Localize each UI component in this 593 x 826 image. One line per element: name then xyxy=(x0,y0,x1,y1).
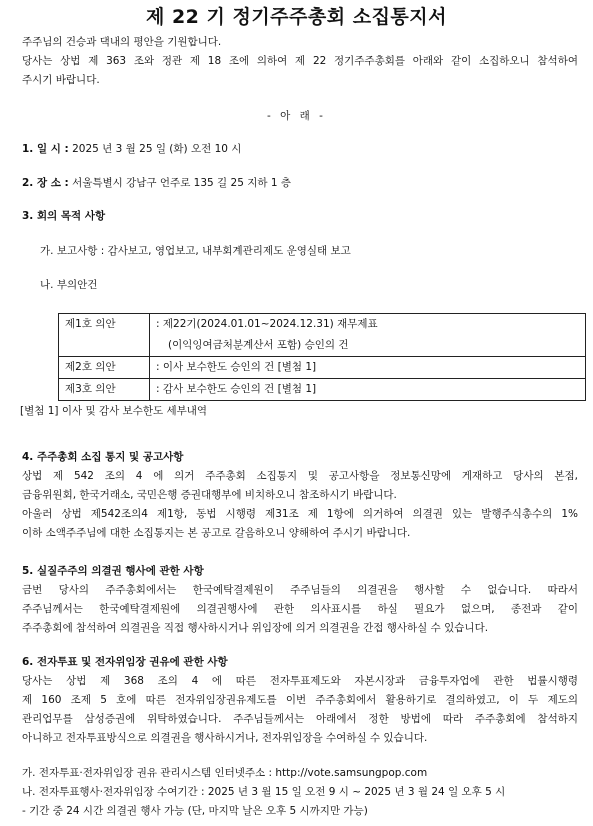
section-4-line: 금융위원회, 한국거래소, 국민은행 증권대행부에 비치하오니 참조하시기 바랍니다. xyxy=(22,489,397,501)
section-5-line: 주주총회에 참석하여 의결권을 직접 행사하시거나 위임장에 의거 의결권을 간접 행사하실 수 있습니다. xyxy=(22,622,489,634)
resolution-items: 나. 부의안건 xyxy=(40,279,98,291)
agenda-desc-line: (이익잉여금처분계산서 포함) 승인의 건 xyxy=(168,339,349,351)
table-row xyxy=(59,357,586,379)
place-label: 2. 장 소 : xyxy=(22,177,69,189)
section-4-line: 이하 소액주주님에 대한 소집통지는 본 공고로 갈음하오니 양해하여 주시기 바랍니다. xyxy=(22,527,411,539)
section-6-line: 당사는 상법 제 368 조의 4 에 따른 전자투표제도와 자본시장과 금융투자업에 관한 법률시행령 xyxy=(22,675,578,687)
document-title: 제 22 기 정기주주총회 소집통지서 xyxy=(145,6,447,28)
agenda-heading: 3. 회의 목적 사항 xyxy=(22,210,106,222)
agenda-desc: : 감사 보수한도 승인의 건 [별첨 1] xyxy=(150,379,586,401)
place-value: 서울특별시 강남구 언주로 135 길 25 지하 1 층 xyxy=(72,177,292,189)
section-5-body xyxy=(22,581,578,638)
date-label: 1. 일 시 : xyxy=(22,143,69,155)
section-5-line: 주주님께서는 한국예탁결제원에 의결권행사에 관한 의사표시를 하실 필요가 없으며, 종전과 같이 xyxy=(22,603,578,615)
section-6-line: 관리업무를 삼성증권에 위탁하였습니다. 주주님들께서는 아래에서 정한 방법에 따라 주주총회에 참석하지 xyxy=(22,713,578,725)
section-4-line: 상법 제 542 조의 4 에 의거 주주총회 소집통지 및 공고사항을 정보통신망에 게재하고 당사의 본점, xyxy=(22,470,578,482)
report-items: 가. 보고사항 : 감사보고, 영업보고, 내부회계관리제도 운영실태 보고 xyxy=(40,245,351,257)
agenda-desc-line: : 제22기(2024.01.01~2024.12.31) 재무제표 xyxy=(156,318,378,330)
intro-line-1: 당사는 상법 제 363 조와 정관 제 18 조에 의하여 제 22 정기주주총회를 아래와 같이 소집하오니 참석하여 xyxy=(22,55,578,67)
section-6-body xyxy=(22,672,578,748)
agenda-desc xyxy=(150,314,586,357)
evote-period: 나. 전자투표행사·전자위임장 수여기간 : 2025 년 3 월 15 일 오전 9 시 ~ 2025 년 3 월 24 일 오후 5 시 xyxy=(22,786,506,798)
intro-paragraph xyxy=(22,52,578,90)
section-4-heading: 4. 주주총회 소집 통지 및 공고사항 xyxy=(22,451,184,463)
section-5-heading: 5. 실질주주의 의결권 행사에 관한 사항 xyxy=(22,565,204,577)
agenda-no: 제1호 의안 xyxy=(59,314,150,357)
agenda-desc: : 이사 보수한도 승인의 건 [별첨 1] xyxy=(150,357,586,379)
intro-line-2: 주시기 바랍니다. xyxy=(22,74,100,86)
section-6-line: 아니하고 전자투표방식으로 의결권을 행사하시거나, 전자위임장을 수여하실 수 있습니다. xyxy=(22,732,428,744)
evote-note: - 기간 중 24 시간 의결권 행사 가능 (단, 마지막 날은 오후 5 시까지만 가능) xyxy=(22,805,368,817)
ahrae-divider: - 아 래 - xyxy=(267,110,326,122)
section-4-line: 아울러 상법 제542조의4 제1항, 동법 시행령 제31조 제 1항에 의거하여 의결권 있는 발행주식총수의 1% xyxy=(22,508,578,520)
agenda-no: 제2호 의안 xyxy=(59,357,150,379)
section-6-heading: 6. 전자투표 및 전자위임장 권유에 관한 사항 xyxy=(22,656,228,668)
section-4-body xyxy=(22,467,578,543)
table-row xyxy=(59,314,586,357)
greeting-text: 주주님의 건승과 댁내의 평안을 기원합니다. xyxy=(22,36,222,48)
agenda-table xyxy=(58,313,586,401)
agenda-no: 제3호 의안 xyxy=(59,379,150,401)
section-6-line: 제 160 조제 5 호에 따른 전자위임장권유제도를 이번 주주총회에서 활용하기로 결의하였고, 이 두 제도의 xyxy=(22,694,578,706)
evote-address: 가. 전자투표·전자위임장 권유 관리시스템 인터넷주소 : http://vote.samsungpop.com xyxy=(22,767,428,779)
date-value: 2025 년 3 월 25 일 (화) 오전 10 시 xyxy=(72,143,242,155)
table-row xyxy=(59,379,586,401)
item-place xyxy=(22,174,291,193)
section-5-line: 금번 당사의 주주총회에서는 한국예탁결제원이 주주님들의 의결권을 행사할 수 없습니다. 따라서 xyxy=(22,584,578,596)
attachment-note: [별첨 1] 이사 및 감사 보수한도 세부내역 xyxy=(20,405,208,417)
item-date xyxy=(22,140,241,159)
